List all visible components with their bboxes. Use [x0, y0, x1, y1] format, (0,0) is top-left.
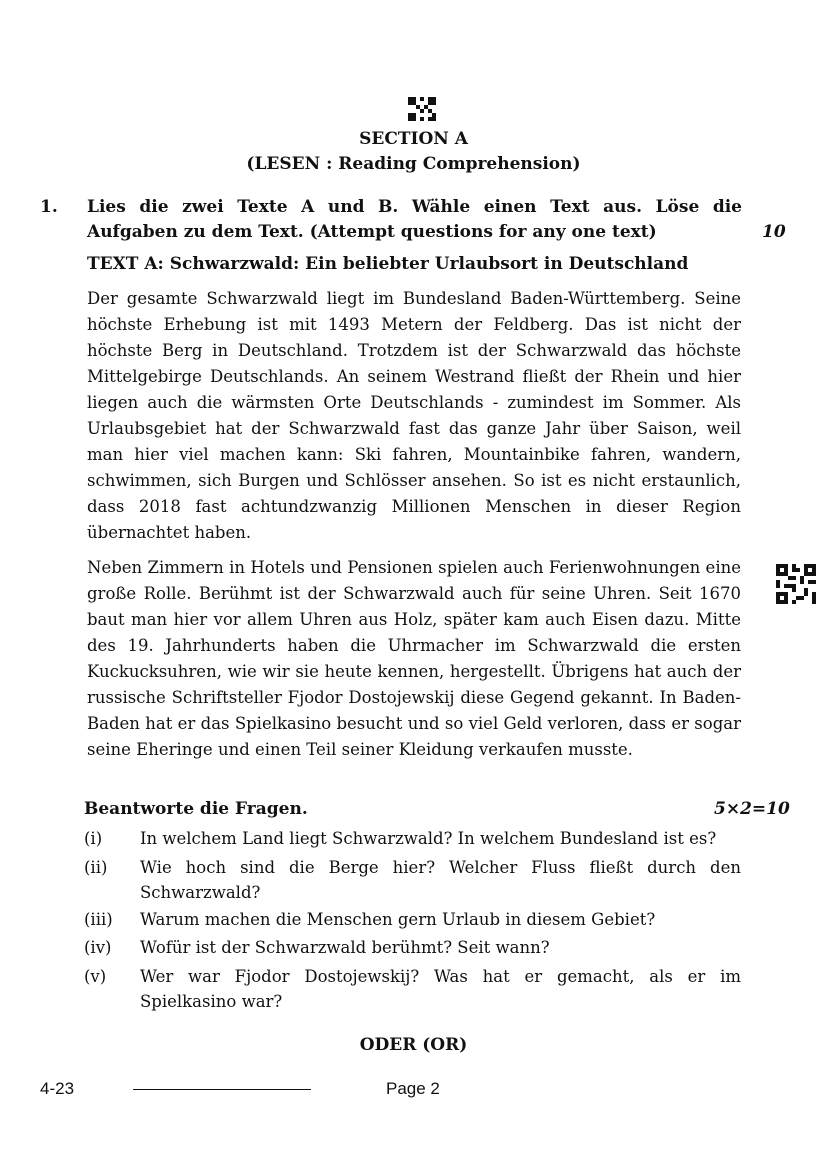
qr-code-icon: [408, 97, 436, 121]
text-a-title: TEXT A: Schwarzwald: Ein beliebter Urlaubsort in Deutschland: [87, 254, 689, 274]
question-item-number: (iv): [84, 938, 112, 957]
section-subtitle: (LESEN : Reading Comprehension): [246, 154, 581, 174]
page-number: Page 2: [386, 1079, 440, 1098]
section-title: SECTION A: [359, 129, 468, 149]
question-number: 1.: [40, 197, 58, 217]
text-a-paragraph: Der gesamte Schwarzwald liegt im Bundesland Baden-Württemberg. Seine höchste Erhebung ist mit 1493 Metern der Feldberg. Das ist nicht der höchste Berg in Deutschland. Trotzdem ist der Schwarzwald das höchste Mittelgebirge Deutschlands. An seinem Westrand fließt der Rhein und hier liegen auch die wärmsten Orte Deutschlands - zumindest im Sommer. Als Urlaubsgebiet hat der Schwarzwald fast das ganze Jahr über Saison, weil man hier viel machen kann: Ski fahren, Mountainbike fahren, wandern, schwimmen, sich Burgen und Schlösser ansehen. So ist es nicht erstaunlich, dass 2018 fast achtundzwanzig Millionen Menschen in dieser Region übernachtet haben.: [87, 289, 741, 542]
oder-divider-label: ODER (OR): [359, 1035, 468, 1055]
question-item-text: Wie hoch sind die Berge hier? Welcher Fluss fließt durch den Schwarzwald?: [140, 858, 741, 902]
question-item-number: (v): [84, 967, 107, 986]
question-item-number: (i): [84, 829, 103, 848]
footer-rule: [133, 1089, 311, 1090]
question-item-number: (ii): [84, 858, 108, 877]
question-item-text: Wer war Fjodor Dostojewskij? Was hat er gemacht, als er im Spielkasino war?: [140, 967, 741, 1011]
qr-code-icon: [776, 564, 816, 604]
questions-marks: 5×2=10: [714, 799, 790, 819]
question-item-number: (iii): [84, 910, 113, 929]
questions-heading: Beantworte die Fragen.: [84, 799, 308, 819]
text-a-paragraph: Neben Zimmern in Hotels und Pensionen spielen auch Ferienwohnungen eine große Rolle. Berühmt ist der Schwarzwald auch für seine Uhren. Seit 1670 baut man hier vor allem Uhren aus Holz, später kam auch Eisen dazu. Mitte des 19. Jahrhunderts haben die Uhrmacher im Schwarzwald die ersten Kuckucksuhren, wie wir sie heute kennen, hergestellt. Übrigens hat auch der russische Schriftsteller Fjodor Dostojewskij diese Gegend gekannt. In Baden-Baden hat er das Spielkasino besucht und so viel Geld verloren, dass er sogar seine Eheringe und einen Teil seiner Kleidung verkaufen musste.: [87, 558, 741, 759]
question-marks: 10: [762, 222, 786, 242]
question-instruction: Lies die zwei Texte A und B. Wähle einen Text aus. Löse die Aufgaben zu dem Text. (Attempt questions for any one text): [87, 197, 742, 242]
footer-code: 4-23: [40, 1079, 75, 1098]
question-item-text: In welchem Land liegt Schwarzwald? In welchem Bundesland ist es?: [140, 829, 717, 848]
question-item-text: Wofür ist der Schwarzwald berühmt? Seit wann?: [140, 938, 550, 957]
question-item-text: Warum machen die Menschen gern Urlaub in diesem Gebiet?: [140, 910, 656, 929]
